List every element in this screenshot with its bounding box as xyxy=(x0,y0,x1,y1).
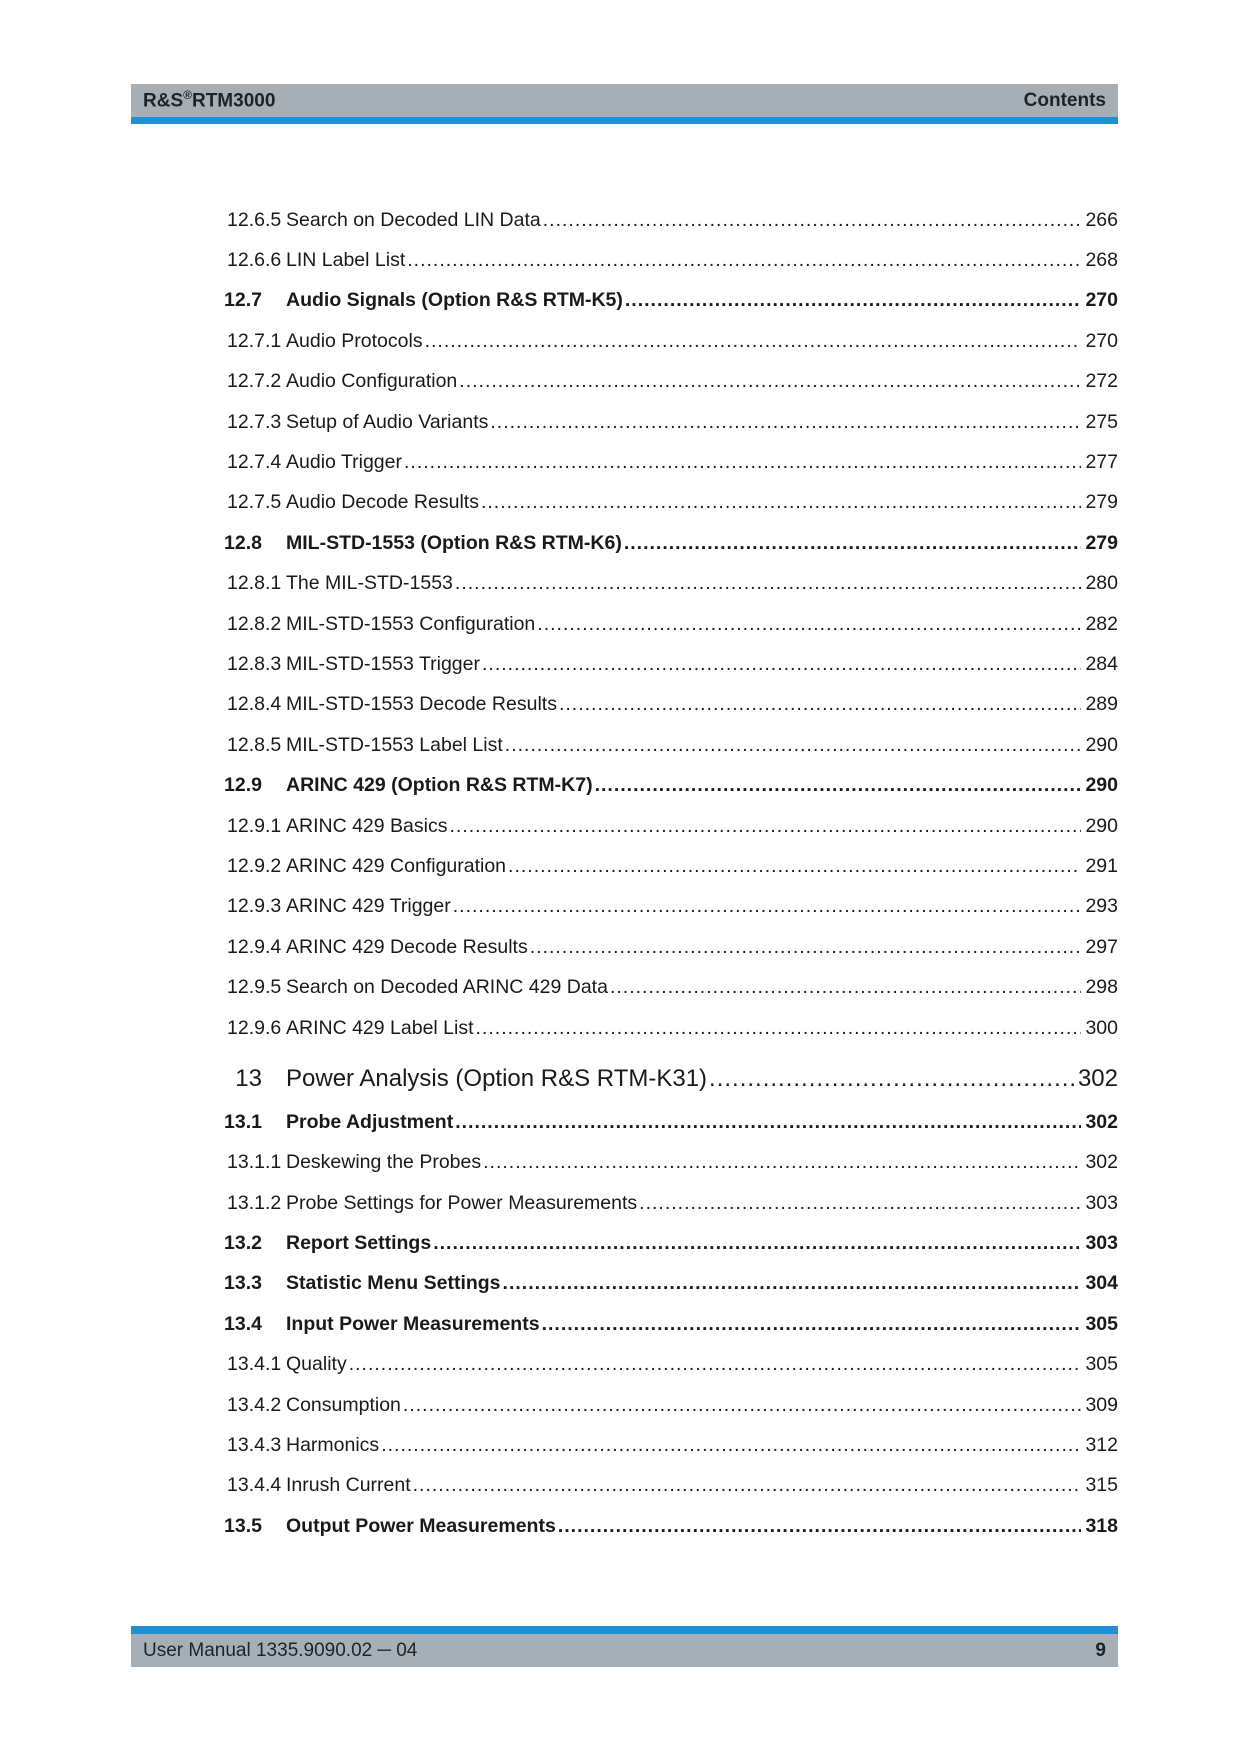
toc-entry[interactable] xyxy=(131,281,1118,321)
toc-page: 277 xyxy=(1085,451,1118,474)
toc-entry[interactable] xyxy=(131,1425,1118,1465)
toc-title: Search on Decoded ARINC 429 Data ..... xyxy=(286,976,1081,999)
toc-title: Setup of Audio Variants ..... xyxy=(286,411,1081,434)
toc-page: 309 xyxy=(1085,1393,1118,1416)
toc-number: 12.8.4 xyxy=(227,693,282,716)
toc-title: ARINC 429 Configuration ..... xyxy=(286,855,1081,878)
toc-entry[interactable] xyxy=(131,1385,1118,1425)
toc-page: 275 xyxy=(1085,410,1118,433)
toc-entry[interactable] xyxy=(131,1506,1118,1546)
toc-page: 282 xyxy=(1085,612,1118,635)
toc-page: 304 xyxy=(1085,1272,1118,1295)
toc-title: Output Power Measurements ..... xyxy=(286,1515,1081,1538)
toc-page: 303 xyxy=(1085,1232,1118,1255)
toc-number: 12.7.1 xyxy=(227,329,282,352)
toc-page: 290 xyxy=(1085,814,1118,837)
toc-page: 289 xyxy=(1085,693,1118,716)
toc-entry[interactable] xyxy=(131,1345,1118,1385)
toc-number: 12.8.3 xyxy=(227,652,282,675)
toc-page: 279 xyxy=(1085,531,1118,554)
toc-title: Consumption ..... xyxy=(286,1394,1081,1417)
toc-number: 13.2 xyxy=(224,1232,262,1255)
toc-entry[interactable] xyxy=(131,1102,1118,1142)
toc-number: 12.7 xyxy=(224,289,262,312)
toc-title: Report Settings ..... xyxy=(286,1232,1081,1255)
toc-number: 12.9.3 xyxy=(227,895,282,918)
toc-entry[interactable] xyxy=(131,362,1118,402)
toc-number: 12.6.6 xyxy=(227,249,282,272)
toc-page: 312 xyxy=(1085,1434,1118,1457)
table-of-contents xyxy=(131,200,1118,1547)
toc-number: 12.9.2 xyxy=(227,854,282,877)
toc-number: 12.9.5 xyxy=(227,976,282,999)
toc-number: 13.4.1 xyxy=(227,1353,282,1376)
toc-entry[interactable] xyxy=(131,967,1118,1007)
toc-page: 270 xyxy=(1085,329,1118,352)
toc-entry[interactable] xyxy=(131,200,1118,240)
toc-page: 280 xyxy=(1085,572,1118,595)
toc-entry[interactable] xyxy=(131,1223,1118,1263)
toc-entry[interactable] xyxy=(131,604,1118,644)
toc-entry[interactable] xyxy=(131,1008,1118,1048)
toc-entry[interactable] xyxy=(131,442,1118,482)
toc-entry[interactable] xyxy=(131,887,1118,927)
toc-number: 13.3 xyxy=(224,1272,262,1295)
toc-page: 279 xyxy=(1085,491,1118,514)
toc-entry[interactable] xyxy=(131,685,1118,725)
toc-number: 12.9.6 xyxy=(227,1016,282,1039)
toc-number: 13.4 xyxy=(224,1312,262,1335)
toc-page: 293 xyxy=(1085,895,1118,918)
toc-title: Quality ..... xyxy=(286,1353,1081,1376)
toc-title: ARINC 429 Decode Results ..... xyxy=(286,936,1081,959)
toc-page: 266 xyxy=(1085,208,1118,231)
toc-page: 303 xyxy=(1085,1191,1118,1214)
toc-entry[interactable] xyxy=(131,644,1118,684)
toc-number: 12.6.5 xyxy=(227,208,282,231)
toc-page: 291 xyxy=(1085,854,1118,877)
toc-page: 305 xyxy=(1085,1312,1118,1335)
header-bar xyxy=(131,84,1118,117)
toc-title: Audio Trigger ..... xyxy=(286,451,1081,474)
toc-entry[interactable] xyxy=(131,765,1118,805)
toc-number: 13.5 xyxy=(224,1514,262,1537)
toc-entry[interactable] xyxy=(131,1048,1118,1102)
header-rule xyxy=(131,117,1118,124)
toc-entry[interactable] xyxy=(131,483,1118,523)
toc-number: 12.8.5 xyxy=(227,733,282,756)
toc-title: Statistic Menu Settings ..... xyxy=(286,1272,1081,1295)
toc-page: 302 xyxy=(1085,1110,1118,1133)
toc-entry[interactable] xyxy=(131,564,1118,604)
toc-number: 12.8.2 xyxy=(227,612,282,635)
toc-number: 13.1.2 xyxy=(227,1191,282,1214)
toc-number: 12.9.4 xyxy=(227,935,282,958)
toc-title: Audio Protocols ..... xyxy=(286,330,1081,353)
page-footer xyxy=(131,1626,1118,1667)
toc-title: Deskewing the Probes ..... xyxy=(286,1151,1081,1174)
toc-title: MIL-STD-1553 (Option R&S RTM-K6) ..... xyxy=(286,532,1081,555)
toc-title: The MIL-STD-1553 ..... xyxy=(286,572,1081,595)
toc-title: ARINC 429 Basics ..... xyxy=(286,815,1081,838)
product-name: R&S®RTM3000 xyxy=(143,88,276,112)
footer-bar xyxy=(131,1634,1118,1667)
toc-entry[interactable] xyxy=(131,1466,1118,1506)
toc-entry[interactable] xyxy=(131,806,1118,846)
toc-entry[interactable] xyxy=(131,1304,1118,1344)
page-header xyxy=(131,84,1118,124)
toc-entry[interactable] xyxy=(131,927,1118,967)
toc-page: 298 xyxy=(1085,976,1118,999)
toc-number: 12.7.3 xyxy=(227,410,282,433)
toc-title: MIL-STD-1553 Decode Results ..... xyxy=(286,693,1081,716)
toc-title: Inrush Current ..... xyxy=(286,1474,1081,1497)
toc-title: LIN Label List ..... xyxy=(286,249,1081,272)
toc-number: 13.1.1 xyxy=(227,1151,282,1174)
toc-number: 13.4.4 xyxy=(227,1474,282,1497)
toc-page: 268 xyxy=(1085,249,1118,272)
toc-title: MIL-STD-1553 Configuration ..... xyxy=(286,613,1081,636)
toc-number: 12.8 xyxy=(224,531,262,554)
toc-number: 12.7.4 xyxy=(227,451,282,474)
toc-title: ARINC 429 (Option R&S RTM-K7) ..... xyxy=(286,774,1081,797)
toc-page: 302 xyxy=(1077,1065,1118,1093)
toc-number: 12.9 xyxy=(224,774,262,797)
toc-title: MIL-STD-1553 Trigger ..... xyxy=(286,653,1081,676)
toc-title: Probe Settings for Power Measurements ..... xyxy=(286,1192,1081,1215)
toc-title: Probe Adjustment ..... xyxy=(286,1111,1081,1134)
document-id: User Manual 1335.9090.02 ─ 04 xyxy=(143,1639,418,1661)
toc-entry[interactable] xyxy=(131,1183,1118,1223)
toc-title: ARINC 429 Label List ..... xyxy=(286,1017,1081,1040)
toc-number: 13.1 xyxy=(224,1110,262,1133)
toc-number: 12.8.1 xyxy=(227,572,282,595)
toc-page: 300 xyxy=(1085,1016,1118,1039)
toc-page: 270 xyxy=(1085,289,1118,312)
toc-number: 12.9.1 xyxy=(227,814,282,837)
toc-page: 290 xyxy=(1085,733,1118,756)
toc-page: 297 xyxy=(1085,935,1118,958)
toc-page: 318 xyxy=(1085,1514,1118,1537)
toc-number: 12.7.5 xyxy=(227,491,282,514)
toc-page: 290 xyxy=(1085,774,1118,797)
toc-entry[interactable] xyxy=(131,402,1118,442)
toc-page: 315 xyxy=(1085,1474,1118,1497)
toc-page: 284 xyxy=(1085,652,1118,675)
toc-title: Input Power Measurements ..... xyxy=(286,1313,1081,1336)
toc-title: Audio Decode Results ..... xyxy=(286,491,1081,514)
toc-entry[interactable] xyxy=(131,1264,1118,1304)
toc-page: 272 xyxy=(1085,370,1118,393)
toc-title: MIL-STD-1553 Label List ..... xyxy=(286,734,1081,757)
footer-rule xyxy=(131,1626,1118,1634)
toc-number: 13.4.3 xyxy=(227,1434,282,1457)
toc-entry[interactable] xyxy=(131,1143,1118,1183)
toc-title: ARINC 429 Trigger ..... xyxy=(286,895,1081,918)
toc-title: Search on Decoded LIN Data ..... xyxy=(286,209,1081,232)
toc-number: 13 xyxy=(235,1065,262,1093)
toc-entry[interactable] xyxy=(131,725,1118,765)
toc-title: Harmonics ..... xyxy=(286,1434,1081,1457)
toc-entry[interactable] xyxy=(131,523,1118,563)
toc-page: 305 xyxy=(1085,1353,1118,1376)
toc-number: 12.7.2 xyxy=(227,370,282,393)
toc-entry[interactable] xyxy=(131,846,1118,886)
toc-title: Audio Configuration ..... xyxy=(286,370,1081,393)
toc-title: Audio Signals (Option R&S RTM-K5) ..... xyxy=(286,289,1081,312)
toc-title: Power Analysis (Option R&S RTM-K31) ..... xyxy=(286,1065,1074,1093)
toc-page: 302 xyxy=(1085,1151,1118,1174)
toc-number: 13.4.2 xyxy=(227,1393,282,1416)
toc-entry[interactable] xyxy=(131,321,1118,361)
section-title: Contents xyxy=(1023,89,1106,111)
page-number: 9 xyxy=(1095,1639,1106,1661)
toc-entry[interactable] xyxy=(131,240,1118,280)
